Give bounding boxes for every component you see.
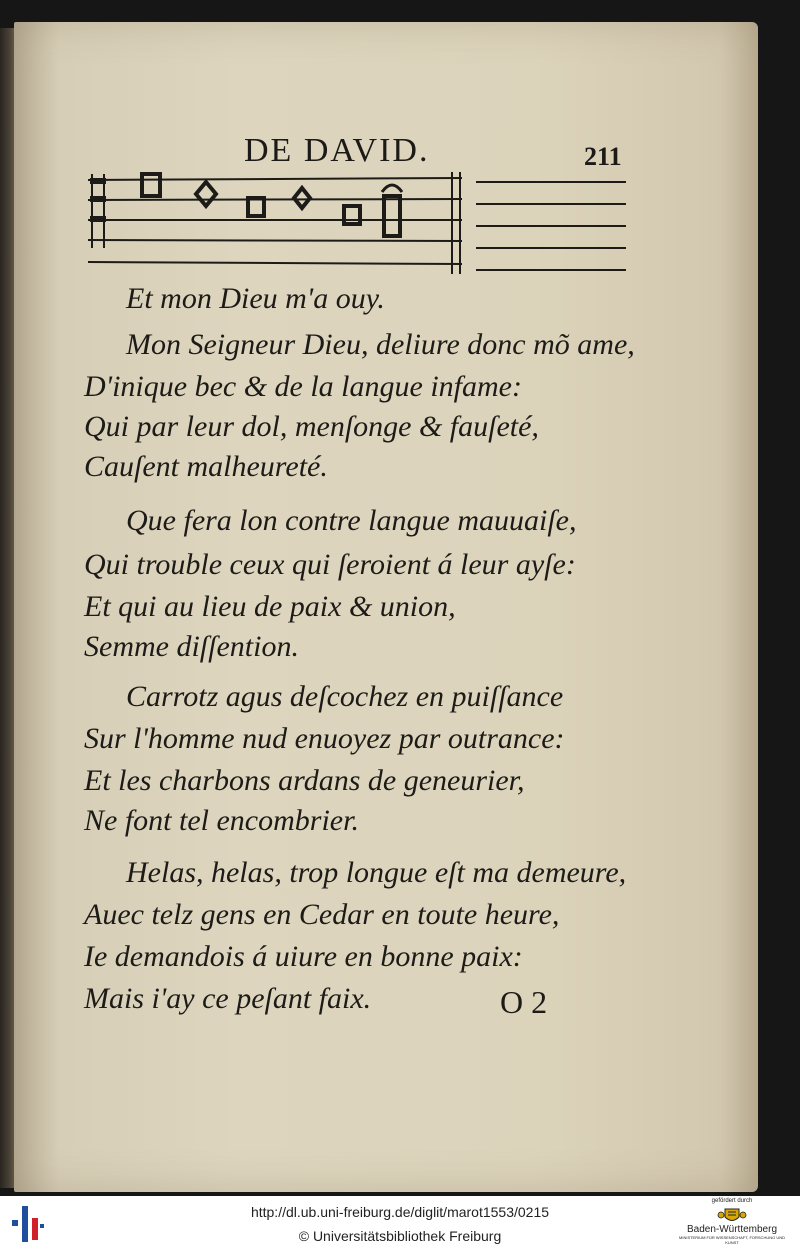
verse-line: Qui par leur dol, menſonge & fauſeté, — [84, 410, 539, 443]
verse-line: Qui trouble ceux qui ſeroient á leur ayſe: — [84, 548, 576, 581]
verse-line: Et mon Dieu m'a ouy. — [126, 282, 385, 315]
sponsor-label: gefördert durch — [711, 1198, 753, 1204]
running-head: DE DAVID. — [244, 132, 430, 169]
verse-line: Cauſent malheureté. — [84, 450, 328, 483]
page-url-link[interactable]: http://dl.ub.uni-freiburg.de/diglit/marot1553/0215 — [250, 1204, 550, 1220]
coat-of-arms-icon — [717, 1207, 747, 1225]
viewer-footer — [0, 1196, 800, 1252]
sponsor-block — [672, 1198, 792, 1245]
verse-line: Mon Seigneur Dieu, deliure donc mõ ame, — [126, 328, 635, 361]
verse-line: Carrotz agus deſcochez en puiſſance — [126, 680, 564, 713]
verse-line: Mais i'ay ce peſant faix. — [84, 982, 372, 1015]
sponsor-ministry: MINISTERIUM FÜR WISSENSCHAFT, FORSCHUNG UND KUNST — [679, 1235, 785, 1245]
signature-mark: O 2 — [500, 984, 548, 1020]
verse-line: Ne font tel encombrier. — [84, 804, 359, 837]
verse-line: Helas, helas, trop longue eſt ma demeure, — [126, 856, 627, 889]
verse-line: Que fera lon contre langue mauuaiſe, — [126, 504, 577, 537]
verse-line: Semme diſſention. — [84, 630, 299, 663]
verse-line: Sur l'homme nud enuoyez par outrance: — [84, 722, 565, 755]
verse-line: Et qui au lieu de paix & union, — [84, 590, 456, 623]
verse-line: Ie demandois á uiure en bonne paix: — [84, 940, 523, 973]
verse-line: Auec telz gens en Cedar en toute heure, — [84, 898, 560, 931]
verse-line: Et les charbons ardans de geneurier, — [84, 764, 525, 797]
music-staff — [82, 170, 630, 278]
verse-line: D'inique bec & de la langue infame: — [84, 370, 522, 403]
page-number: 211 — [584, 142, 622, 171]
copyright-text: © Universitätsbibliothek Freiburg — [298, 1228, 502, 1244]
sponsor-name: Baden-Württemberg — [686, 1224, 778, 1235]
